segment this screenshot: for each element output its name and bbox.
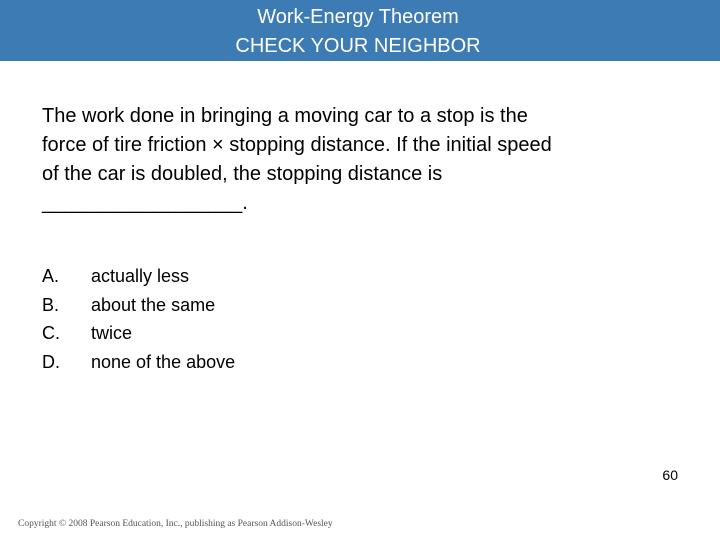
option-text: actually less (91, 266, 190, 286)
option-letter: D. (42, 352, 60, 373)
option-text: about the same (91, 294, 216, 315)
question-line: force of tire friction × stopping distance. If the initial speed (42, 134, 552, 156)
copyright-notice: Copyright © 2008 Pearson Education, Inc., publishing as Pearson Addison-Wesley (18, 519, 333, 529)
option-letter: B. (42, 294, 60, 315)
slide-title: Work-Energy Theorem (257, 6, 459, 28)
option-letter: C. (42, 323, 60, 344)
option-letter: A. (42, 266, 60, 286)
header-bar (0, 0, 720, 61)
slide-subtitle: CHECK YOUR NEIGHBOR (235, 35, 481, 57)
option-text: none of the above (91, 352, 236, 373)
option-text: twice (91, 323, 133, 344)
question-line: The work done in bringing a moving car to a stop is the (42, 105, 528, 127)
page-number: 60 (662, 467, 678, 483)
answer-blank: __________________. (42, 192, 248, 214)
question-text (42, 102, 682, 218)
question-line: of the car is doubled, the stopping distance is (42, 163, 443, 185)
